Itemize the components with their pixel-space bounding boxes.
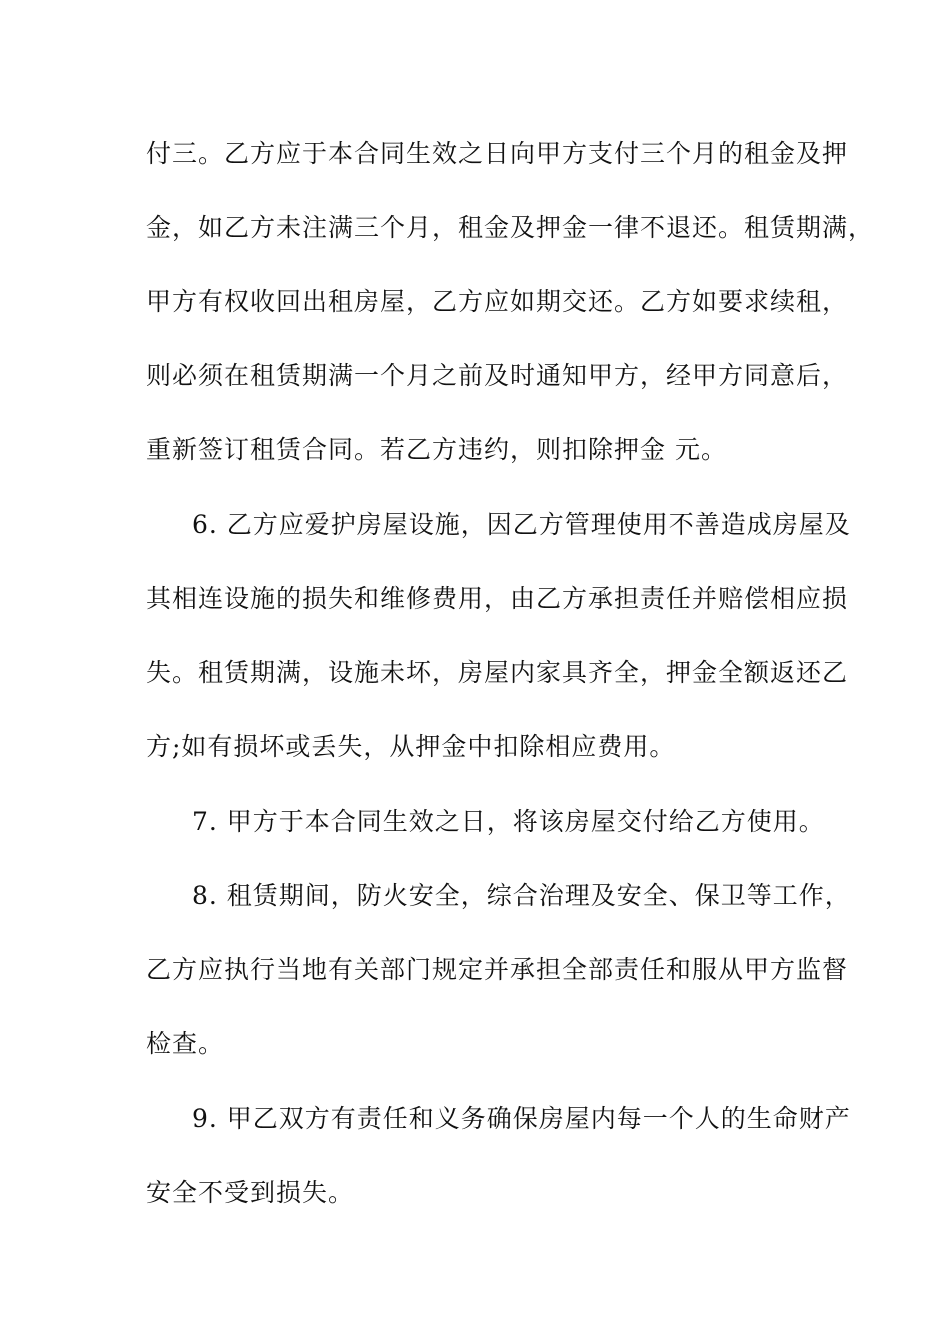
text-line: 安全不受到损失。 <box>146 1178 355 1207</box>
text-line: 重新签订租赁合同。若乙方违约，则扣除押金 元。 <box>146 435 727 464</box>
text-line: 则必须在租赁期满一个月之前及时通知甲方，经甲方同意后， <box>146 361 849 390</box>
clause-9-start: 9. 甲乙双方有责任和义务确保房屋内每一个人的生命财产 <box>192 1104 851 1133</box>
text-line: 甲方有权收回出租房屋，乙方应如期交还。乙方如要求续租， <box>146 287 849 316</box>
text-line: 其相连设施的损失和维修费用，由乙方承担责任并赔偿相应损 <box>146 584 849 613</box>
clause-6-start: 6. 乙方应爱护房屋设施，因乙方管理使用不善造成房屋及 <box>192 510 851 539</box>
text-line: 金，如乙方未注满三个月，租金及押金一律不退还。租赁期满， <box>146 213 875 242</box>
text-line: 方;如有损坏或丢失，从押金中扣除相应费用。 <box>146 732 676 761</box>
text-line: 乙方应执行当地有关部门规定并承担全部责任和服从甲方监督 <box>146 955 849 984</box>
text-line: 检查。 <box>146 1029 225 1058</box>
text-line: 失。租赁期满，设施未坏，房屋内家具齐全，押金全额返还乙 <box>146 658 849 687</box>
clause-7: 7. 甲方于本合同生效之日，将该房屋交付给乙方使用。 <box>192 807 825 836</box>
text-line: 付三。乙方应于本合同生效之日向甲方支付三个月的租金及押 <box>146 139 849 168</box>
clause-8-start: 8. 租赁期间，防火安全，综合治理及安全、保卫等工作， <box>192 881 851 910</box>
